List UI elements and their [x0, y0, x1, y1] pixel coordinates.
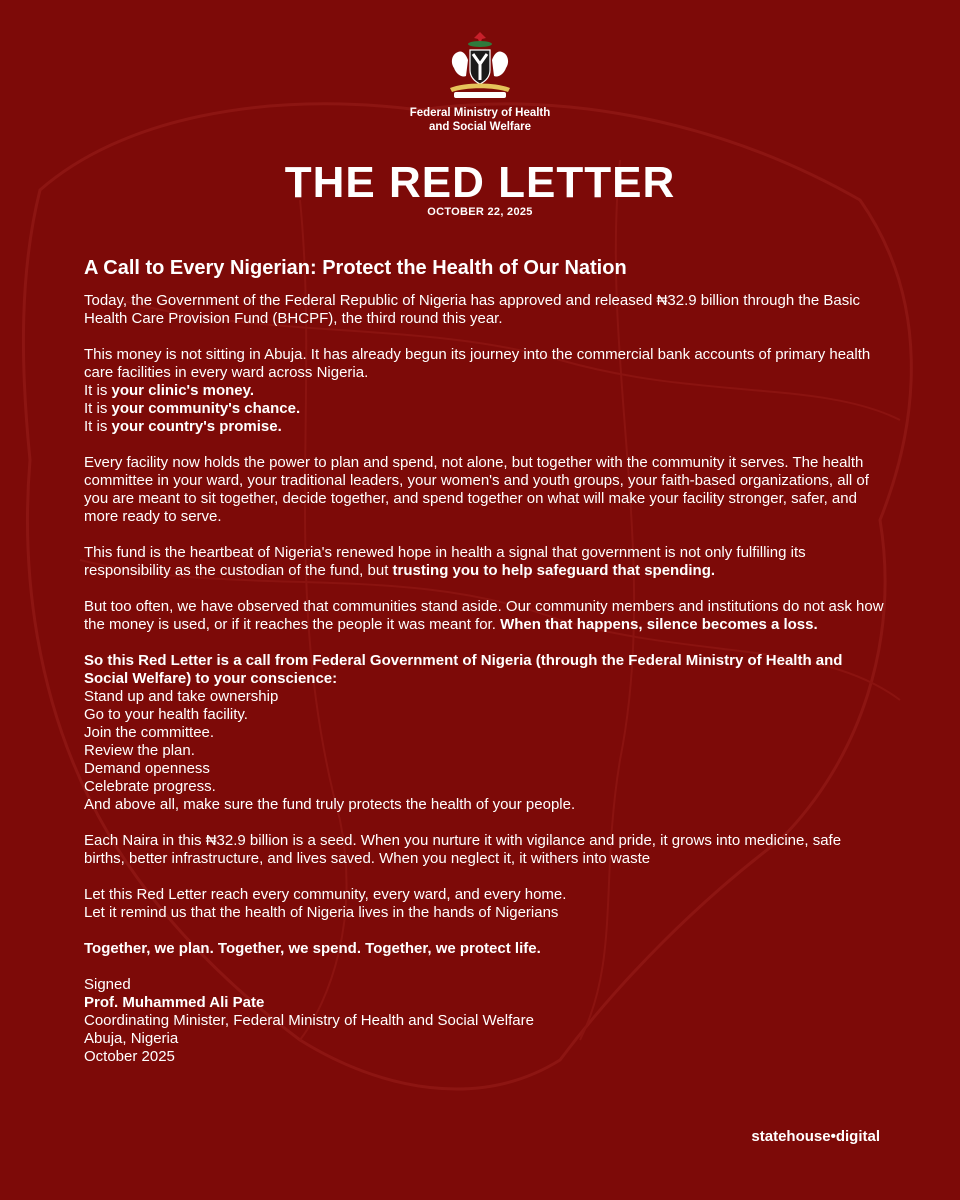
signature-place: Abuja, Nigeria	[84, 1030, 179, 1047]
paragraph-6	[84, 652, 884, 814]
letter-header	[0, 30, 960, 134]
paragraph-1: Today, the Government of the Federal Republic of Nigeria has approved and released ₦32.9 billion through the Basic Health Care Provision Fund (BHCPF), the third round this year.	[84, 292, 861, 327]
paragraph-5: But too often, we have observed that communities stand aside. Our community members and institutions do not ask how the money is used, or if it reaches the people it was meant for. When that happens, silence becomes a loss.	[84, 598, 884, 633]
paragraph-3: Every facility now holds the power to plan and spend, not alone, but together with the community it serves. The health committee in your ward, your traditional leaders, your women's and youth groups, your faith-based organizations, all of you are meant to sit together, decide together, and spend together on what will make your facility stronger, safer, and more ready to serve.	[84, 454, 869, 525]
signature-date: October 2025	[84, 1048, 175, 1065]
call-item: Celebrate progress.	[84, 778, 216, 795]
letter-date: OCTOBER 22, 2025	[427, 206, 533, 218]
coat-of-arms-icon	[440, 30, 520, 102]
signature-block	[84, 976, 884, 1066]
paragraph-2-text: This money is not sitting in Abuja. It has already begun its journey into the commercial bank accounts of primary health care facilities in every ward across Nigeria.	[84, 346, 871, 381]
signatory-name: Prof. Muhammed Ali Pate	[84, 994, 265, 1011]
call-item: Review the plan.	[84, 742, 195, 759]
paragraph-2-line-3: It is your country's promise.	[84, 418, 282, 435]
signed-label: Signed	[84, 976, 131, 993]
brand-logo: statehouse•digital	[751, 1128, 880, 1145]
call-item: Go to your health facility.	[84, 706, 248, 723]
call-item: Join the committee.	[84, 724, 215, 741]
paragraph-8: Let this Red Letter reach every community, every ward, and every home. Let it remind us that the health of Nigeria lives in the hands of Nigerians	[84, 886, 567, 921]
letter-title: THE RED LETTER	[284, 158, 676, 207]
call-item: And above all, make sure the fund truly protects the health of your people.	[84, 796, 576, 813]
call-item: Demand openness	[84, 760, 210, 777]
motto: Together, we plan. Together, we spend. Together, we protect life.	[84, 940, 541, 957]
paragraph-2-line-1: It is your clinic's money.	[84, 382, 255, 399]
ministry-line-1: Federal Ministry of Health	[409, 107, 551, 119]
paragraph-2-line-2: It is your community's chance.	[84, 400, 301, 417]
letter-body	[84, 256, 884, 1084]
call-item: Stand up and take ownership	[84, 688, 279, 705]
paragraph-7: Each Naira in this ₦32.9 billion is a seed. When you nurture it with vigilance and pride, it grows into medicine, safe births, better infrastructure, and lives saved. When you neglect it, it withers into waste	[84, 832, 842, 867]
paragraph-4: This fund is the heartbeat of Nigeria's renewed hope in health a signal that government is not only fulfilling its responsibility as the custodian of the fund, but trusting you to help safeguard that spending.	[84, 544, 806, 579]
ministry-line-2: and Social Welfare	[428, 121, 532, 133]
call-heading: So this Red Letter is a call from Federal Government of Nigeria (through the Federal Ministry of Health and Social Welfare) to your conscience:	[84, 652, 843, 687]
letter-heading: A Call to Every Nigerian: Protect the Health of Our Nation	[84, 257, 627, 279]
signatory-role: Coordinating Minister, Federal Ministry of Health and Social Welfare	[84, 1012, 534, 1029]
paragraph-2	[84, 346, 884, 436]
ministry-name	[0, 106, 960, 134]
